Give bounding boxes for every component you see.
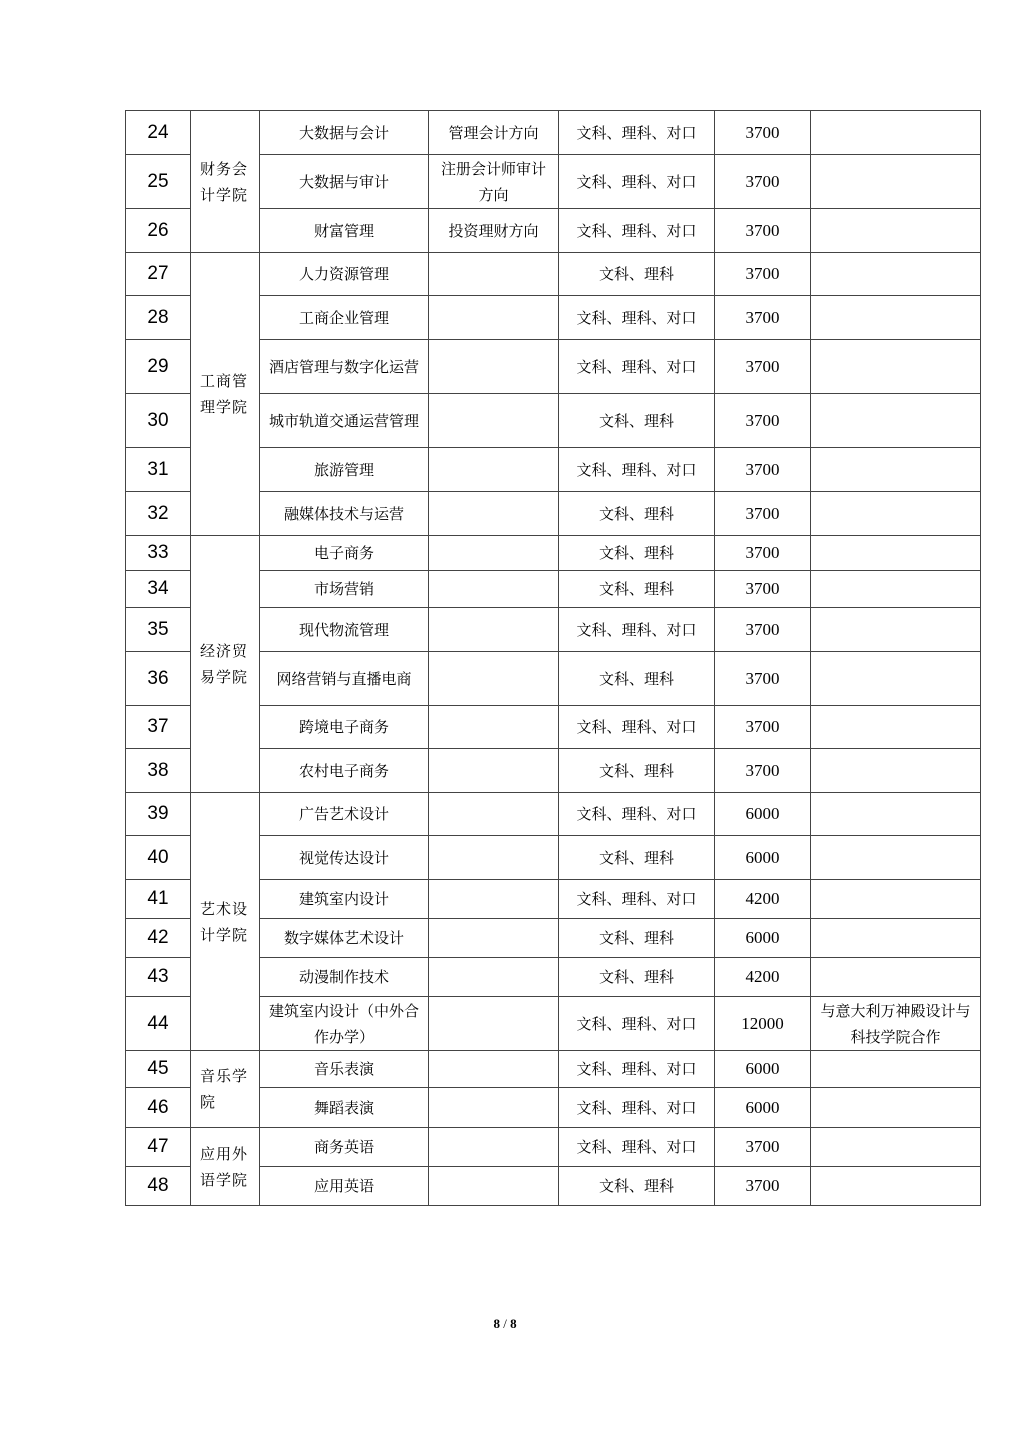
row-number: 27	[126, 253, 191, 296]
major-name: 建筑室内设计	[260, 880, 429, 919]
tuition-fee: 6000	[715, 836, 811, 880]
major-name: 旅游管理	[260, 448, 429, 492]
admission-type: 文科、理科、对口	[559, 155, 715, 209]
remark	[811, 880, 981, 919]
major-direction	[429, 1088, 559, 1128]
remark	[811, 492, 981, 536]
admission-type: 文科、理科、对口	[559, 111, 715, 155]
row-number: 40	[126, 836, 191, 880]
major-direction: 注册会计师审计方向	[429, 155, 559, 209]
tuition-fee: 3700	[715, 253, 811, 296]
total-pages: 8	[510, 1316, 517, 1331]
major-name: 音乐表演	[260, 1051, 429, 1088]
tuition-fee: 3700	[715, 1128, 811, 1167]
row-number: 24	[126, 111, 191, 155]
major-direction	[429, 448, 559, 492]
tuition-fee: 3700	[715, 340, 811, 394]
tuition-fee: 3700	[715, 448, 811, 492]
college-name: 经济贸易学院	[191, 536, 260, 793]
major-direction: 投资理财方向	[429, 209, 559, 253]
major-direction	[429, 296, 559, 340]
remark	[811, 340, 981, 394]
major-name: 城市轨道交通运营管理	[260, 394, 429, 448]
major-name: 视觉传达设计	[260, 836, 429, 880]
tuition-fee: 3700	[715, 1167, 811, 1206]
major-direction	[429, 652, 559, 706]
remark	[811, 111, 981, 155]
tuition-fee: 3700	[715, 492, 811, 536]
tuition-fee: 6000	[715, 919, 811, 958]
row-number: 39	[126, 793, 191, 836]
remark	[811, 536, 981, 571]
major-direction	[429, 571, 559, 608]
row-number: 48	[126, 1167, 191, 1206]
admission-type: 文科、理科	[559, 749, 715, 793]
row-number: 41	[126, 880, 191, 919]
admission-type: 文科、理科	[559, 492, 715, 536]
remark	[811, 1088, 981, 1128]
row-number: 32	[126, 492, 191, 536]
table-row	[126, 1051, 981, 1088]
row-number: 36	[126, 652, 191, 706]
major-direction	[429, 880, 559, 919]
major-name: 电子商务	[260, 536, 429, 571]
college-name: 工商管理学院	[191, 253, 260, 536]
admission-type: 文科、理科	[559, 253, 715, 296]
college-name: 艺术设计学院	[191, 793, 260, 1051]
major-name: 融媒体技术与运营	[260, 492, 429, 536]
major-name: 酒店管理与数字化运营	[260, 340, 429, 394]
major-direction	[429, 1051, 559, 1088]
row-number: 38	[126, 749, 191, 793]
remark: 与意大利万神殿设计与科技学院合作	[811, 997, 981, 1051]
major-name: 跨境电子商务	[260, 706, 429, 749]
major-name: 数字媒体艺术设计	[260, 919, 429, 958]
major-direction	[429, 836, 559, 880]
table-row	[126, 1128, 981, 1167]
enrollment-table	[125, 110, 981, 1206]
remark	[811, 919, 981, 958]
major-direction	[429, 1167, 559, 1206]
tuition-fee: 6000	[715, 793, 811, 836]
tuition-fee: 4200	[715, 880, 811, 919]
remark	[811, 253, 981, 296]
remark	[811, 1128, 981, 1167]
admission-type: 文科、理科、对口	[559, 1088, 715, 1128]
row-number: 47	[126, 1128, 191, 1167]
row-number: 37	[126, 706, 191, 749]
major-direction	[429, 394, 559, 448]
admission-type: 文科、理科、对口	[559, 1051, 715, 1088]
remark	[811, 836, 981, 880]
tuition-fee: 3700	[715, 296, 811, 340]
remark	[811, 155, 981, 209]
admission-type: 文科、理科、对口	[559, 793, 715, 836]
remark	[811, 394, 981, 448]
major-name: 农村电子商务	[260, 749, 429, 793]
table-row	[126, 111, 981, 155]
major-direction	[429, 997, 559, 1051]
tuition-fee: 12000	[715, 997, 811, 1051]
admission-type: 文科、理科	[559, 571, 715, 608]
tuition-fee: 3700	[715, 571, 811, 608]
tuition-fee: 4200	[715, 958, 811, 997]
row-number: 26	[126, 209, 191, 253]
major-direction	[429, 749, 559, 793]
remark	[811, 1051, 981, 1088]
row-number: 30	[126, 394, 191, 448]
row-number: 43	[126, 958, 191, 997]
major-direction	[429, 536, 559, 571]
tuition-fee: 3700	[715, 209, 811, 253]
major-name: 动漫制作技术	[260, 958, 429, 997]
current-page: 8	[493, 1316, 500, 1331]
major-name: 大数据与会计	[260, 111, 429, 155]
tuition-fee: 3700	[715, 749, 811, 793]
major-name: 舞蹈表演	[260, 1088, 429, 1128]
major-name: 人力资源管理	[260, 253, 429, 296]
admission-type: 文科、理科、对口	[559, 1128, 715, 1167]
row-number: 29	[126, 340, 191, 394]
college-name: 音乐学院	[191, 1051, 260, 1128]
admission-type: 文科、理科	[559, 836, 715, 880]
admission-type: 文科、理科	[559, 919, 715, 958]
row-number: 35	[126, 608, 191, 652]
admission-type: 文科、理科	[559, 394, 715, 448]
tuition-fee: 3700	[715, 652, 811, 706]
row-number: 34	[126, 571, 191, 608]
remark	[811, 1167, 981, 1206]
tuition-fee: 3700	[715, 111, 811, 155]
remark	[811, 652, 981, 706]
major-name: 工商企业管理	[260, 296, 429, 340]
remark	[811, 793, 981, 836]
page-separator: /	[503, 1316, 507, 1331]
tuition-fee: 3700	[715, 536, 811, 571]
page-number	[0, 1316, 1010, 1332]
remark	[811, 958, 981, 997]
major-direction	[429, 253, 559, 296]
college-name: 财务会计学院	[191, 111, 260, 253]
remark	[811, 448, 981, 492]
table-row	[126, 536, 981, 571]
major-direction	[429, 958, 559, 997]
major-name: 大数据与审计	[260, 155, 429, 209]
row-number: 45	[126, 1051, 191, 1088]
admission-type: 文科、理科	[559, 1167, 715, 1206]
row-number: 46	[126, 1088, 191, 1128]
major-direction	[429, 793, 559, 836]
row-number: 25	[126, 155, 191, 209]
tuition-fee: 6000	[715, 1088, 811, 1128]
row-number: 28	[126, 296, 191, 340]
major-direction	[429, 1128, 559, 1167]
table-row	[126, 793, 981, 836]
major-direction	[429, 706, 559, 749]
major-name: 财富管理	[260, 209, 429, 253]
major-direction	[429, 919, 559, 958]
admission-type: 文科、理科	[559, 652, 715, 706]
tuition-fee: 6000	[715, 1051, 811, 1088]
major-name: 建筑室内设计（中外合作办学）	[260, 997, 429, 1051]
college-name: 应用外语学院	[191, 1128, 260, 1206]
major-name: 应用英语	[260, 1167, 429, 1206]
major-name: 商务英语	[260, 1128, 429, 1167]
remark	[811, 706, 981, 749]
table-row	[126, 253, 981, 296]
tuition-fee: 3700	[715, 394, 811, 448]
admission-type: 文科、理科	[559, 536, 715, 571]
admission-type: 文科、理科、对口	[559, 448, 715, 492]
remark	[811, 749, 981, 793]
admission-type: 文科、理科、对口	[559, 880, 715, 919]
remark	[811, 296, 981, 340]
remark	[811, 209, 981, 253]
admission-type: 文科、理科、对口	[559, 209, 715, 253]
row-number: 33	[126, 536, 191, 571]
tuition-fee: 3700	[715, 706, 811, 749]
major-name: 网络营销与直播电商	[260, 652, 429, 706]
major-direction: 管理会计方向	[429, 111, 559, 155]
remark	[811, 571, 981, 608]
major-direction	[429, 608, 559, 652]
admission-type: 文科、理科、对口	[559, 608, 715, 652]
tuition-fee: 3700	[715, 608, 811, 652]
row-number: 44	[126, 997, 191, 1051]
admission-type: 文科、理科、对口	[559, 296, 715, 340]
major-direction	[429, 340, 559, 394]
row-number: 31	[126, 448, 191, 492]
admission-type: 文科、理科、对口	[559, 997, 715, 1051]
admission-type: 文科、理科	[559, 958, 715, 997]
major-name: 现代物流管理	[260, 608, 429, 652]
tuition-fee: 3700	[715, 155, 811, 209]
major-direction	[429, 492, 559, 536]
row-number: 42	[126, 919, 191, 958]
major-name: 广告艺术设计	[260, 793, 429, 836]
remark	[811, 608, 981, 652]
admission-type: 文科、理科、对口	[559, 340, 715, 394]
admission-type: 文科、理科、对口	[559, 706, 715, 749]
major-name: 市场营销	[260, 571, 429, 608]
